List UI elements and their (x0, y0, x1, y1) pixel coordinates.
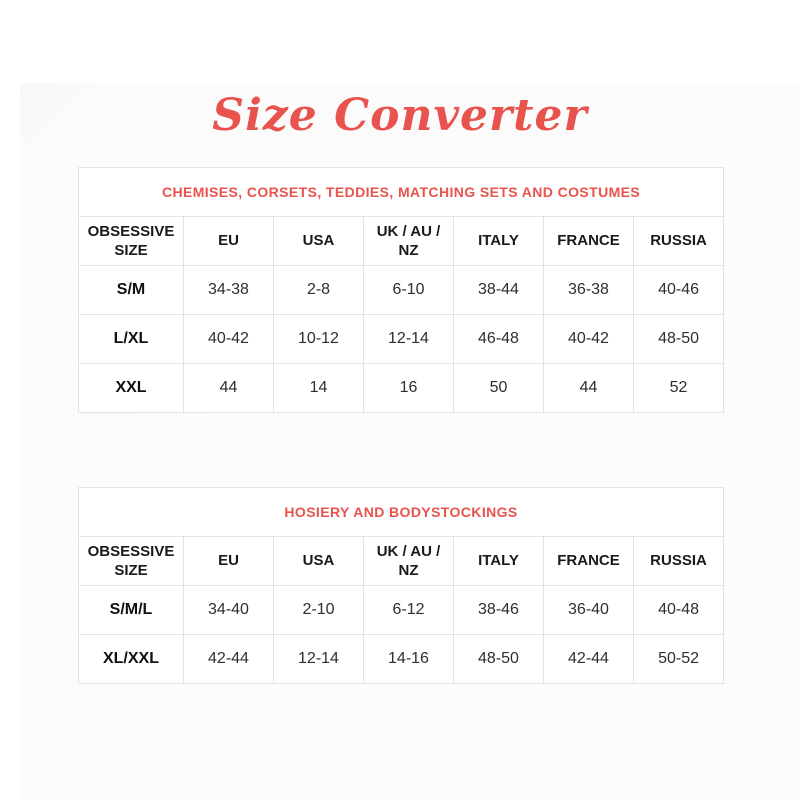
table-title-row (79, 168, 724, 217)
size-value-cell: 38-46 (454, 586, 544, 635)
table-title: CHEMISES, CORSETS, TEDDIES, MATCHING SETS AND COSTUMES (79, 168, 724, 217)
column-header: USA (274, 537, 364, 586)
size-value-cell: 34-40 (184, 586, 274, 635)
page-title: Size Converter (212, 90, 588, 141)
column-header: EU (184, 537, 274, 586)
size-value-cell: 16 (364, 364, 454, 413)
table-title: HOSIERY AND BODYSTOCKINGS (79, 488, 724, 537)
table-row (79, 315, 724, 364)
size-value-cell: 36-40 (544, 586, 634, 635)
column-header: ITALY (454, 537, 544, 586)
size-value-cell: 44 (544, 364, 634, 413)
size-value-cell: 36-38 (544, 266, 634, 315)
table-title-row (79, 488, 724, 537)
size-table-chemises-corsets (78, 167, 724, 413)
column-header: OBSESSIVE SIZE (79, 537, 184, 586)
size-value-cell: 6-12 (364, 586, 454, 635)
size-value-cell: 12-14 (364, 315, 454, 364)
size-value-cell: 50-52 (634, 635, 724, 684)
size-label-cell: S/M (79, 266, 184, 315)
size-value-cell: 52 (634, 364, 724, 413)
size-label-cell: XXL (79, 364, 184, 413)
column-header: ITALY (454, 217, 544, 266)
column-header: RUSSIA (634, 217, 724, 266)
size-value-cell: 40-42 (184, 315, 274, 364)
size-table-hosiery-bodystockings (78, 487, 724, 684)
table-row (79, 364, 724, 413)
column-header: UK / AU / NZ (364, 537, 454, 586)
size-label-cell: XL/XXL (79, 635, 184, 684)
size-label-cell: L/XL (79, 315, 184, 364)
size-value-cell: 40-42 (544, 315, 634, 364)
size-value-cell: 42-44 (544, 635, 634, 684)
size-value-cell: 34-38 (184, 266, 274, 315)
column-header: OBSESSIVE SIZE (79, 217, 184, 266)
size-value-cell: 38-44 (454, 266, 544, 315)
size-value-cell: 14 (274, 364, 364, 413)
column-header-row (79, 217, 724, 266)
size-value-cell: 12-14 (274, 635, 364, 684)
size-value-cell: 10-12 (274, 315, 364, 364)
size-value-cell: 2-8 (274, 266, 364, 315)
size-value-cell: 40-48 (634, 586, 724, 635)
size-value-cell: 2-10 (274, 586, 364, 635)
size-value-cell: 44 (184, 364, 274, 413)
size-value-cell: 42-44 (184, 635, 274, 684)
table-row (79, 586, 724, 635)
table-row (79, 266, 724, 315)
size-value-cell: 50 (454, 364, 544, 413)
column-header: RUSSIA (634, 537, 724, 586)
column-header: EU (184, 217, 274, 266)
column-header-row (79, 537, 724, 586)
size-value-cell: 14-16 (364, 635, 454, 684)
column-header: USA (274, 217, 364, 266)
table-row (79, 635, 724, 684)
size-value-cell: 40-46 (634, 266, 724, 315)
size-label-cell: S/M/L (79, 586, 184, 635)
size-value-cell: 48-50 (454, 635, 544, 684)
size-value-cell: 6-10 (364, 266, 454, 315)
size-value-cell: 46-48 (454, 315, 544, 364)
size-value-cell: 48-50 (634, 315, 724, 364)
column-header: FRANCE (544, 537, 634, 586)
column-header: UK / AU / NZ (364, 217, 454, 266)
column-header: FRANCE (544, 217, 634, 266)
